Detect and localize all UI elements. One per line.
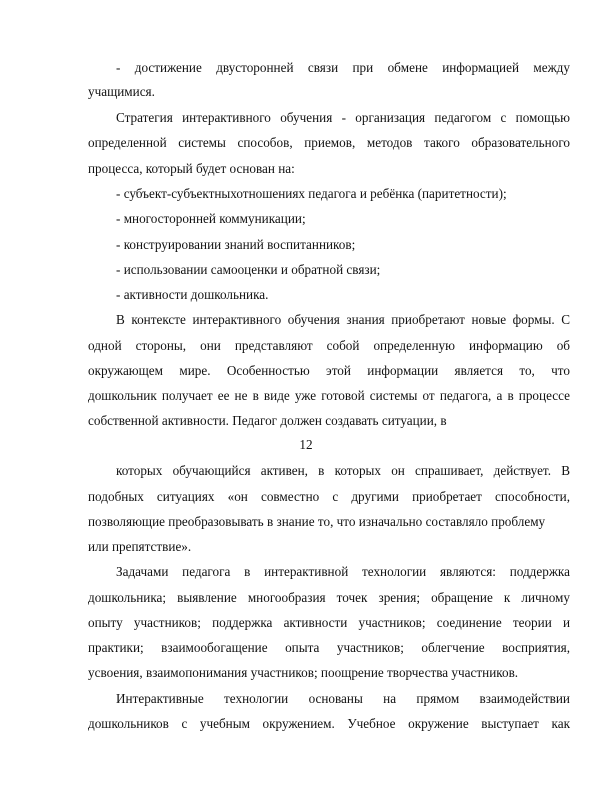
text-line: опыту участников; поддержка активности участников; соединение теории и [88, 615, 570, 630]
text-line: окружающем мире. Особенностью этой информации является то, что [88, 363, 570, 378]
text-line: усвоения, взаимопонимания участников; поощрение творчества участников. [88, 665, 519, 680]
page-number: 12 [299, 437, 313, 452]
list-item: - использовании самооценки и обратной связи; [116, 262, 381, 277]
text-line: или препятствие». [88, 539, 192, 554]
text-line: Задачами педагога в интерактивной технологии являются: поддержка [116, 564, 570, 579]
text-line: подобных ситуациях «он совместно с другими приобретает способности, [88, 489, 570, 504]
text-line: Стратегия интерактивного обучения - организация педагогом с помощью [116, 110, 570, 125]
text-line: Интерактивные технологии основаны на прямом взаимодействии [116, 691, 570, 706]
text-line: собственной активности. Педагог должен создавать ситуации, в [88, 413, 447, 428]
list-item: - конструировании знаний воспитанников; [116, 237, 356, 252]
text-line: определенной системы способов, приемов, методов такого образовательного [88, 135, 570, 150]
list-item: - активности дошкольника. [116, 287, 269, 302]
text-line: позволяющие преобразовывать в знание то, что изначально составляло проблему [88, 514, 546, 529]
list-item: - субъект-субъектныхотношениях педагога и ребёнка (паритетности); [116, 186, 507, 201]
text-line: дошкольников с учебным окружением. Учебное окружение выступает как [88, 716, 570, 731]
text-line: дошкольник получает ее не в виде уже готовой системы от педагога, а в процессе [88, 388, 570, 403]
text-line: дошкольника; выявление многообразия точек зрения; обращение к личному [88, 590, 570, 605]
text-line: - достижение двусторонней связи при обмене информацией между [116, 60, 570, 75]
text-line: практики; взаимообогащение опыта участников; облегчение восприятия, [88, 640, 570, 655]
list-item: - многосторонней коммуникации; [116, 211, 306, 226]
text-line: одной стороны, они представляют собой определенную информацию об [88, 338, 570, 353]
text-line: процесса, который будет основан на: [88, 161, 295, 176]
text-line: учащимися. [88, 84, 155, 99]
text-line: которых обучающийся активен, в которых он спрашивает, действует. В [116, 463, 570, 478]
text-line: В контексте интерактивного обучения знания приобретают новые формы. С [116, 312, 570, 327]
